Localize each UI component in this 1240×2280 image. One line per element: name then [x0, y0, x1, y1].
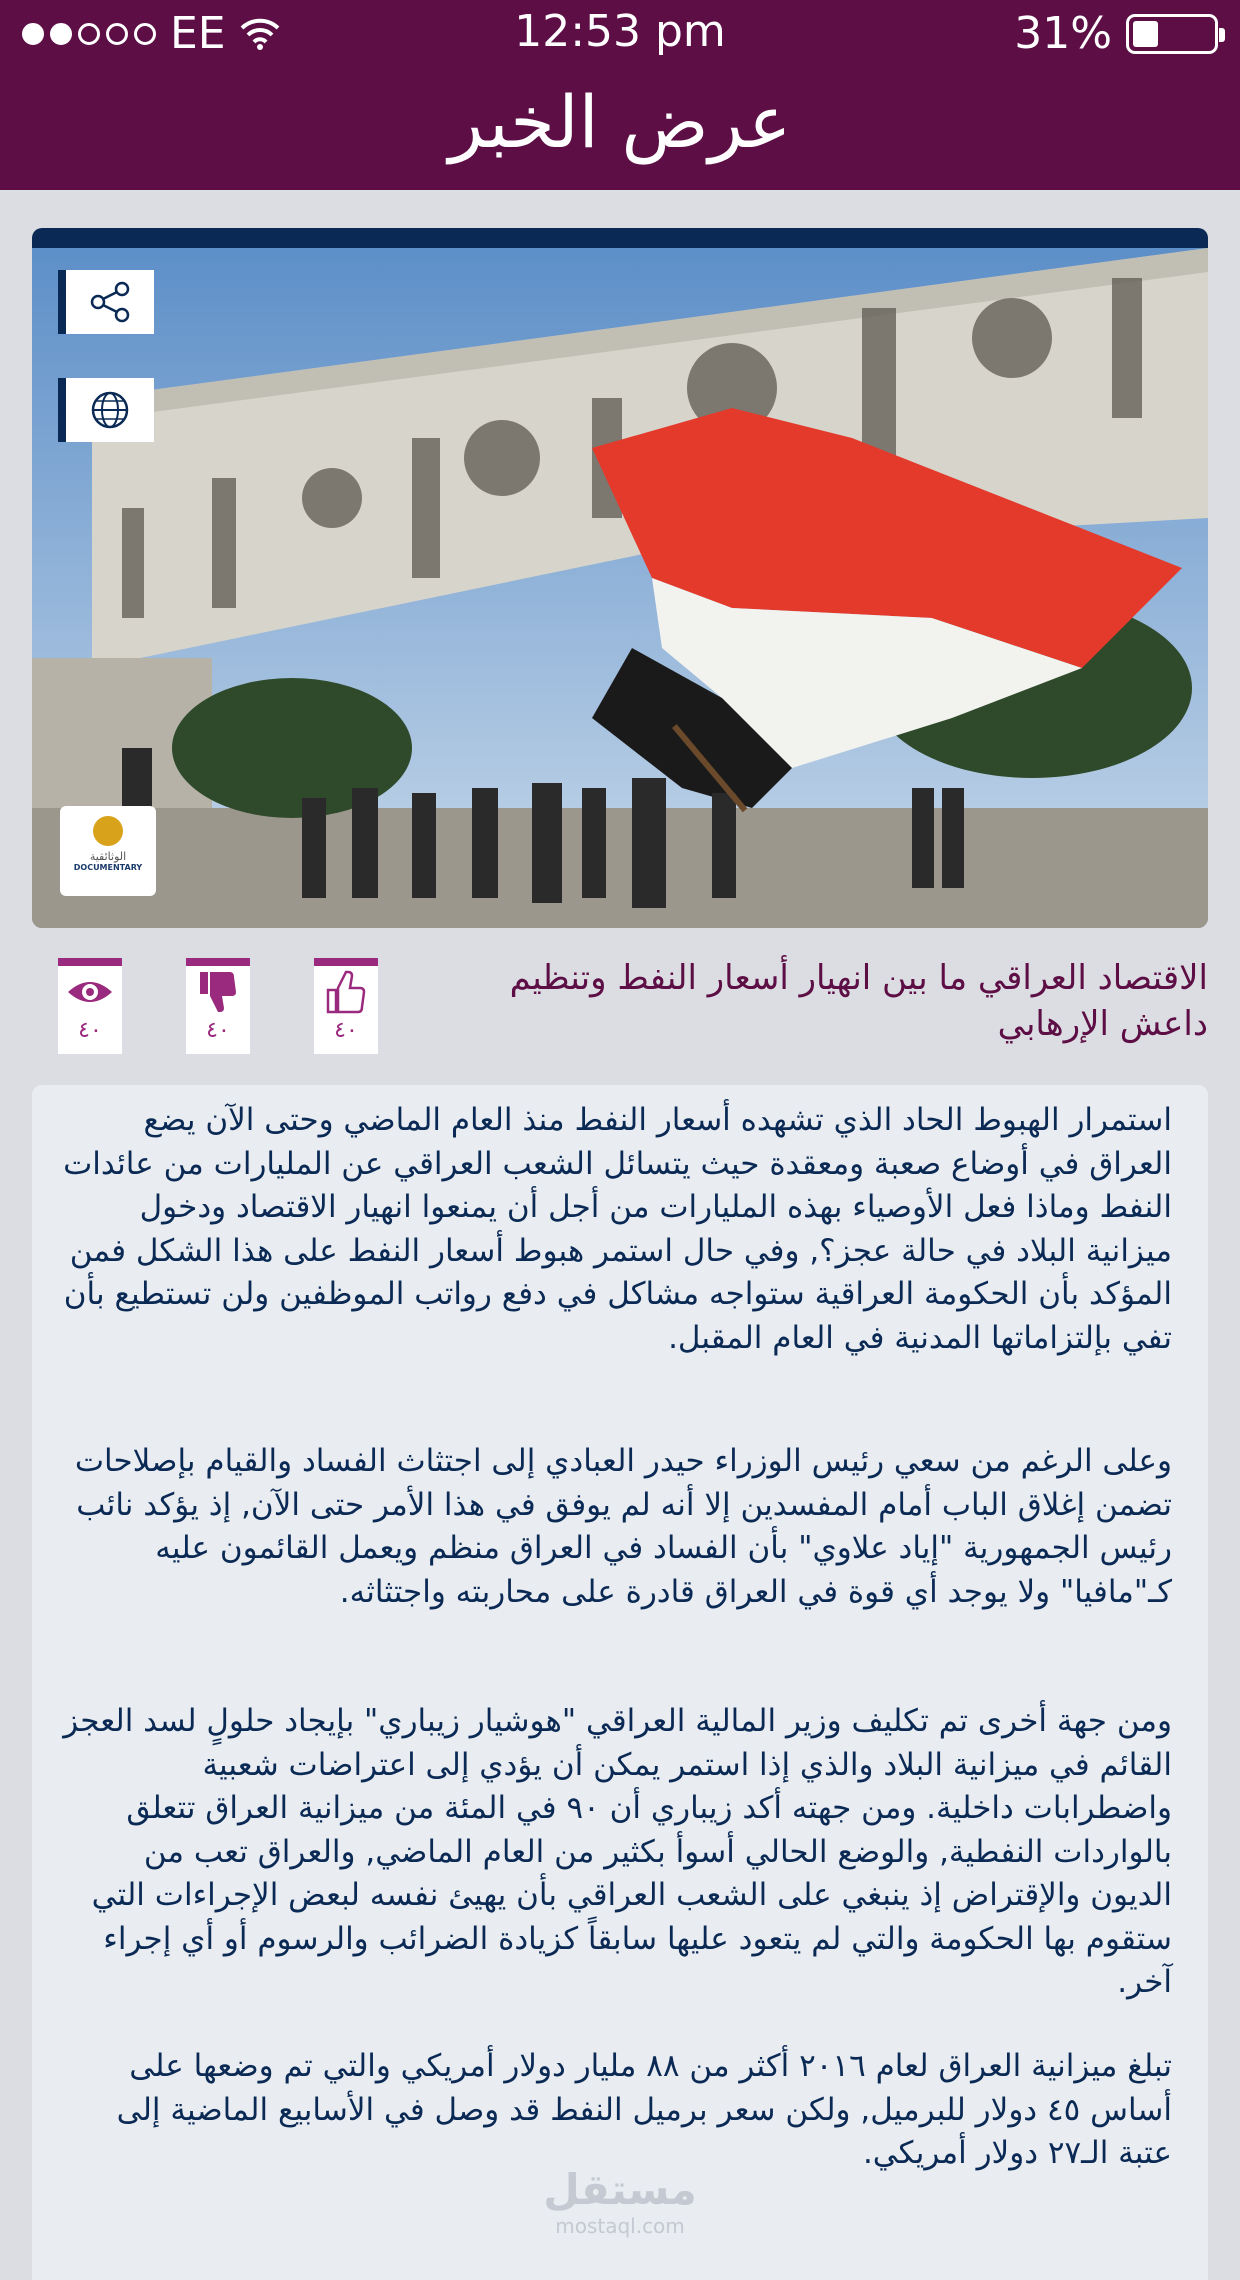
channel-logo [60, 806, 156, 896]
article-paragraph: استمرار الهبوط الحاد الذي تشهده أسعار النفط منذ العام الماضي وحتى الآن يضع العراق في أوضاع صعبة ومعقدة حيث يتسائل الشعب العراقي عن المليارات من عائدات النفط وماذا فعل الأوصياء بهذه المليارات من أجل أن يمنعوا انهيار الاقتصاد ودخول ميزانية البلاد في حالة عجز؟, وفي حال استمر هبوط أسعار النفط على هذا الشكل فمن المؤكد بأن الحكومة العراقية ستواجه مشاكل في دفع رواتب الموظفين ولن تستطيع بأن تفي بإلتزاماتها المدنية في العام المقبل. [63, 1102, 1172, 1356]
views-counter[interactable] [58, 958, 122, 1054]
logo-arabic-text: الوثائقية [89, 850, 127, 863]
like-button[interactable] [314, 958, 378, 1054]
views-count: ٤٠ [78, 1018, 102, 1043]
status-time: 12:53 pm [514, 6, 726, 57]
battery-percent: 31% [1014, 8, 1112, 59]
page-title: عرض الخبر [448, 80, 792, 164]
eye-icon [66, 977, 114, 1007]
news-image-card [32, 228, 1208, 928]
dislike-button[interactable] [186, 958, 250, 1054]
carrier-label: EE [170, 8, 226, 59]
article-paragraph: وعلى الرغم من سعي رئيس الوزراء حيدر العبادي إلى اجتثاث الفساد والقيام بإصلاحات تضمن إغلاق الباب أمام المفسدين إلا أنه لم يوفق في هذا الأمر حتى الآن, إذ يؤكد نائب رئيس الجمهورية "إياد علاوي" بأن الفساد في العراق منظم ويعمل القائمون عليه كـ"مافيا" ولا يوجد أي قوة في العراق قادرة على محاربته واجتثاثه. [74, 1443, 1172, 1610]
watermark [32, 2165, 1208, 2238]
dislikes-count: ٤٠ [206, 1018, 230, 1043]
battery-icon [1126, 14, 1218, 54]
news-photo [32, 248, 1208, 928]
app-header [0, 0, 1240, 190]
share-button[interactable] [58, 270, 154, 334]
article-body [32, 1085, 1208, 2280]
article-paragraph: ومن جهة أخرى تم تكليف وزير المالية العراقي "هوشيار زيباري" بإيجاد حلولٍ لسد العجز القائم في ميزانية البلاد والذي إذا استمر يمكن أن يؤدي إلى اعتراضات شعبية واضطرابات داخلية. ومن جهته أكد زيباري أن ٩٠ في المئة من ميزانية العراق تتعلق بالواردات النفطية, والوضع الحالي أسوأ بكثير من العام الماضي, والعراق تعب من الديون والإقتراض إذ ينبغي على الشعب العراقي بأن يهيئ نفسه لبعض الإجراءات التي ستقوم بها الحكومة والتي لم يتعود عليها سابقاً كزيادة الضرائب والرسوم أو أي إجراء آخر. [63, 1703, 1172, 2000]
share-icon [88, 280, 132, 324]
website-button[interactable] [58, 378, 154, 442]
news-headline: الاقتصاد العراقي ما بين انهيار أسعار النفط وتنظيم داعش الإرهابي [509, 958, 1208, 1044]
logo-latin-text: DOCUMENTARY [73, 863, 143, 872]
thumbs-down-icon [198, 970, 238, 1014]
watermark-latin: mostaql.com [555, 2214, 685, 2238]
status-bar [0, 0, 1240, 64]
likes-count: ٤٠ [334, 1018, 358, 1043]
article-paragraph: تبلغ ميزانية العراق لعام ٢٠١٦ أكثر من ٨٨ مليار دولار أمريكي والتي تم وضعها على أساس ٤٥ دولار للبرميل, ولكن سعر برميل النفط قد وصل في الأسابيع الماضية إلى عتبة الـ٢٧ دولار أمريكي. [116, 2048, 1172, 2171]
globe-icon [89, 389, 131, 431]
watermark-arabic: مستقل [543, 2165, 697, 2214]
thumbs-up-icon [326, 970, 366, 1014]
status-right [1014, 8, 1218, 59]
